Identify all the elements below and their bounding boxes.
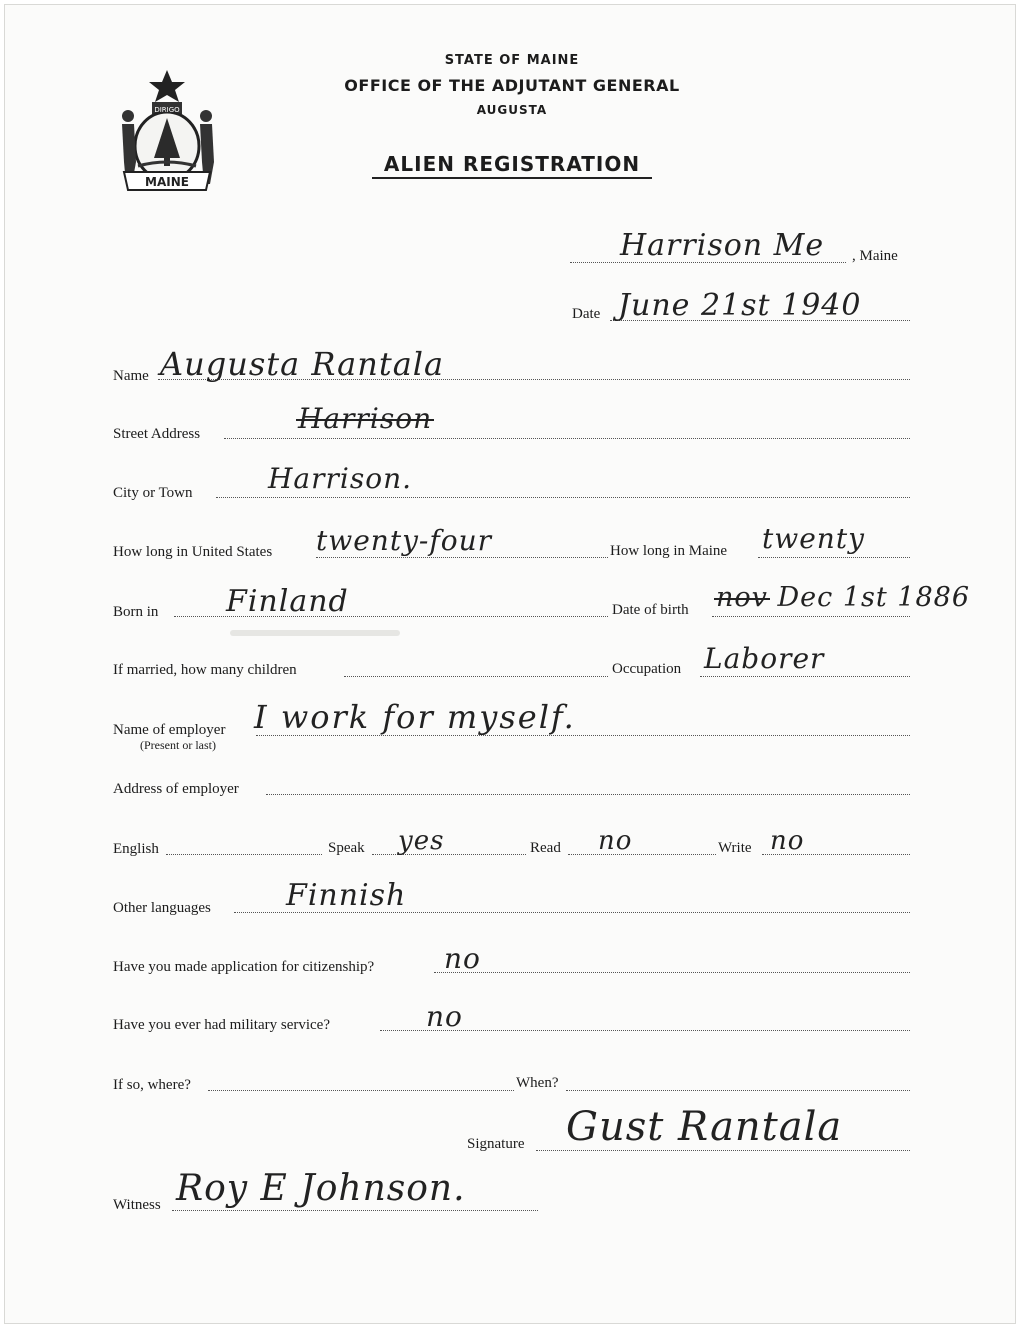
birthdate-struck-text: nov bbox=[716, 582, 768, 613]
employer-value: I work for myself. bbox=[254, 698, 576, 736]
where-label: If so, where? bbox=[113, 1077, 191, 1093]
city-line bbox=[216, 497, 910, 498]
smudge-mark bbox=[230, 630, 400, 636]
children-label: If married, how many children bbox=[113, 662, 297, 678]
seal-motto-text: DIRIGO bbox=[154, 106, 180, 114]
city-heading: AUGUSTA bbox=[476, 103, 548, 117]
english-label: English bbox=[113, 841, 159, 857]
other-languages-label: Other languages bbox=[113, 900, 211, 916]
employer-label: Name of employer bbox=[113, 722, 226, 738]
children-line bbox=[344, 676, 608, 677]
name-label: Name bbox=[113, 368, 149, 384]
read-label: Read bbox=[530, 840, 561, 856]
employer-sublabel: (Present or last) bbox=[140, 738, 216, 752]
state-heading: STATE OF MAINE bbox=[444, 53, 580, 68]
street-address-line bbox=[224, 438, 910, 439]
birthdate-line bbox=[712, 616, 910, 617]
employer-address-label: Address of employer bbox=[113, 781, 239, 797]
witness-value: Roy E Johnson. bbox=[176, 1168, 466, 1209]
citizenship-value: no bbox=[444, 942, 481, 975]
occupation-label: Occupation bbox=[612, 661, 682, 677]
title-underline bbox=[372, 177, 652, 179]
when-line bbox=[566, 1090, 910, 1091]
street-address-value: Harrison bbox=[298, 402, 433, 435]
place-suffix: , Maine bbox=[852, 248, 898, 264]
speak-label: Speak bbox=[328, 840, 365, 856]
birthplace-label: Born in bbox=[113, 604, 159, 620]
birthdate-text: Dec 1st 1886 bbox=[777, 582, 971, 613]
english-line bbox=[166, 854, 322, 855]
seal-banner-text: MAINE bbox=[145, 175, 189, 189]
where-line bbox=[208, 1090, 514, 1091]
us-duration-value: twenty-four bbox=[316, 524, 492, 557]
name-value: Augusta Rantala bbox=[160, 345, 445, 383]
signature-label: Signature bbox=[467, 1136, 525, 1152]
other-languages-value: Finnish bbox=[286, 878, 407, 913]
read-line bbox=[568, 854, 716, 855]
city-label: City or Town bbox=[113, 485, 193, 501]
when-label: When? bbox=[516, 1075, 559, 1091]
date-label: Date bbox=[572, 306, 601, 322]
birthdate-label: Date of birth bbox=[612, 602, 689, 618]
occupation-line bbox=[700, 676, 910, 677]
speak-value: yes bbox=[398, 826, 445, 856]
citizenship-line bbox=[434, 972, 910, 973]
citizenship-label: Have you made application for citizenship? bbox=[113, 959, 375, 975]
military-label: Have you ever had military service? bbox=[113, 1017, 330, 1033]
write-value: no bbox=[770, 826, 805, 856]
date-value: June 21st 1940 bbox=[618, 288, 862, 323]
speak-line bbox=[372, 854, 526, 855]
read-value: no bbox=[598, 826, 633, 856]
birthplace-value: Finland bbox=[226, 584, 349, 619]
signature-value: Gust Rantala bbox=[566, 1104, 843, 1150]
place-value: Harrison Me bbox=[620, 228, 825, 263]
form-title: ALIEN REGISTRATION bbox=[383, 152, 641, 176]
military-value: no bbox=[426, 1000, 463, 1033]
occupation-value: Laborer bbox=[704, 642, 825, 675]
signature-line bbox=[536, 1150, 910, 1151]
employer-address-line bbox=[266, 794, 910, 795]
witness-label: Witness bbox=[113, 1197, 161, 1213]
office-heading: OFFICE OF THE ADJUTANT GENERAL bbox=[344, 76, 680, 95]
write-label: Write bbox=[718, 840, 752, 856]
street-address-label: Street Address bbox=[113, 426, 201, 442]
city-value: Harrison. bbox=[268, 462, 412, 495]
maine-duration-label: How long in Maine bbox=[610, 543, 728, 559]
maine-duration-line bbox=[758, 557, 910, 558]
birthdate-value bbox=[716, 582, 970, 613]
us-duration-label: How long in United States bbox=[113, 544, 273, 560]
us-duration-line bbox=[316, 557, 608, 558]
maine-duration-value: twenty bbox=[762, 522, 865, 555]
witness-line bbox=[172, 1210, 538, 1211]
